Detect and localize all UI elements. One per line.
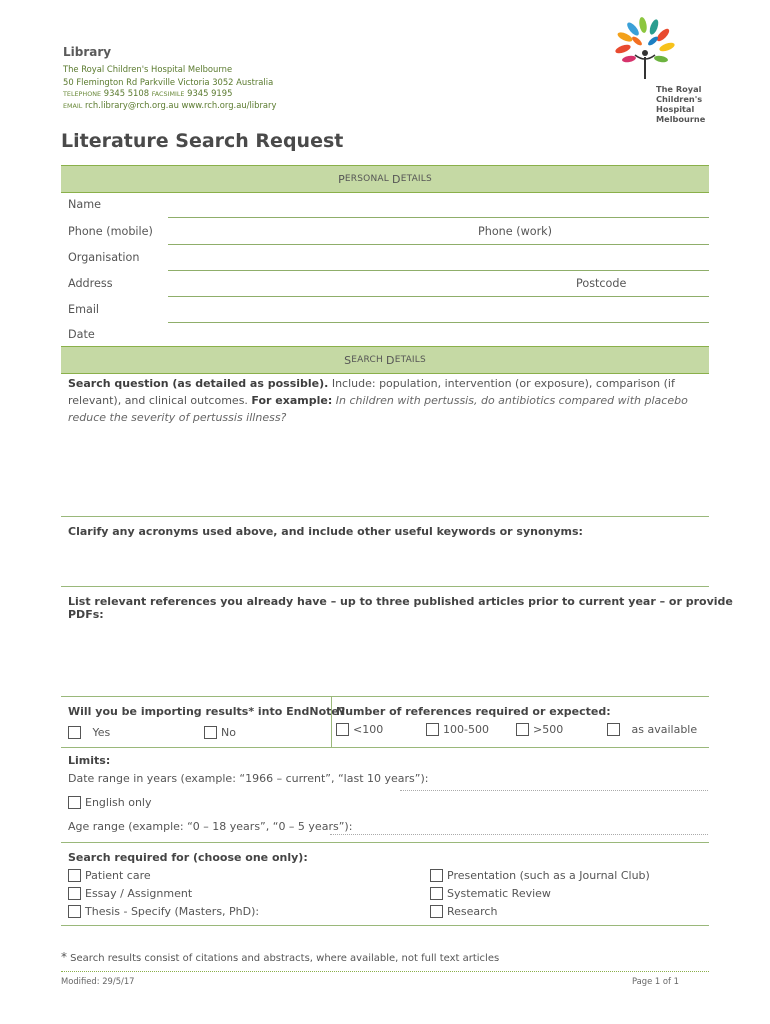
purpose-checkbox[interactable] [68, 869, 81, 882]
divider [61, 516, 709, 517]
yes-label: Yes [92, 726, 111, 739]
logo-line-3: Hospital [656, 104, 695, 114]
logo-line-4: Melbourne [656, 114, 706, 124]
band-rest: EARCH [351, 355, 383, 365]
search-question [68, 375, 708, 426]
endnote-question: Will you be importing results* into EndNote? [68, 705, 346, 718]
number-option[interactable] [426, 723, 489, 736]
email-label: EMAIL [63, 102, 83, 110]
purpose-checkbox[interactable] [430, 905, 443, 918]
band-cap: S [344, 353, 352, 367]
purpose-checkbox[interactable] [430, 887, 443, 900]
personal-details-band [61, 165, 709, 193]
phone-work-label: Phone (work) [478, 225, 553, 238]
divider [61, 696, 709, 697]
footnote-text: Search results consist of citations and abstracts, where available, not full text articles [67, 953, 500, 964]
purpose-option[interactable] [430, 905, 497, 918]
phone-mobile-label: Phone (mobile) [68, 225, 153, 238]
name-field[interactable] [168, 217, 709, 218]
footer-divider [61, 971, 709, 972]
number-option-label: >500 [533, 723, 564, 736]
phone-field[interactable] [168, 244, 709, 245]
number-option-label: <100 [353, 723, 384, 736]
search-question-text: Include: population, intervention (or exposure), comparison (if relevant), and clinical outcomes. [68, 377, 675, 407]
example-text: In children with pertussis, do antibiotics compared with placebo reduce the severity of pertussis illness? [68, 394, 688, 424]
page-number: Page 1 of 1 [632, 976, 679, 986]
number-checkbox[interactable] [426, 723, 439, 736]
library-title: Library [63, 45, 112, 59]
english-only-option[interactable] [68, 796, 151, 809]
number-option-label: as available [631, 723, 698, 736]
library-address: 50 Flemington Rd Parkville Victoria 3052 Australia [63, 77, 274, 87]
purpose-checkbox[interactable] [68, 887, 81, 900]
no-label: No [221, 726, 236, 739]
references-label: List relevant references you already have – up to three published articles prior to current year – or provide PDFs: [68, 595, 733, 621]
divider [61, 586, 709, 587]
band-rest: ERSONAL [344, 174, 389, 184]
number-option[interactable] [607, 723, 697, 736]
organisation-field[interactable] [168, 270, 709, 271]
number-checkbox[interactable] [607, 723, 620, 736]
band-cap-2: D [392, 172, 401, 186]
english-only-checkbox[interactable] [68, 796, 81, 809]
purpose-label: Presentation (such as a Journal Club) [447, 869, 650, 882]
telephone-line [63, 88, 232, 98]
number-option[interactable] [516, 723, 563, 736]
purpose-label: Systematic Review [447, 887, 551, 900]
limits-label: Limits: [68, 754, 111, 767]
organisation-label: Organisation [68, 251, 140, 264]
search-question-field[interactable] [68, 430, 708, 515]
endnote-no-option[interactable] [204, 726, 236, 739]
search-details-band [61, 346, 709, 374]
number-question: Number of references required or expected: [336, 705, 611, 718]
hospital-name: The Royal Children's Hospital Melbourne [63, 64, 233, 74]
purpose-option[interactable] [68, 869, 151, 882]
date-label: Date [68, 328, 95, 341]
yes-checkbox[interactable] [68, 726, 81, 739]
telephone-number: 9345 5108 [103, 88, 150, 98]
telephone-label: TELEPHONE [63, 90, 102, 98]
acronyms-label: Clarify any acronyms used above, and include other useful keywords or synonyms: [68, 525, 583, 538]
english-only-label: English only [85, 796, 152, 809]
address-label: Address [68, 277, 113, 290]
purpose-checkbox[interactable] [68, 905, 81, 918]
page-title: Literature Search Request [61, 130, 344, 152]
purpose-option[interactable] [68, 887, 192, 900]
logo-text [656, 84, 705, 124]
band-cap: P [338, 172, 345, 186]
number-checkbox[interactable] [516, 723, 529, 736]
purpose-label: Patient care [85, 869, 151, 882]
facsimile-number: 9345 9195 [187, 88, 233, 98]
email-web: rch.library@rch.org.au www.rch.org.au/library [85, 100, 277, 110]
no-checkbox[interactable] [204, 726, 217, 739]
purpose-checkbox[interactable] [430, 869, 443, 882]
number-option[interactable] [336, 723, 383, 736]
endnote-yes-option[interactable] [68, 726, 110, 739]
band-rest-2: ETAILS [394, 355, 426, 365]
divider [61, 747, 709, 748]
facsimile-label: FACSIMILE [151, 90, 185, 98]
age-range-field[interactable] [330, 834, 708, 835]
purpose-option[interactable] [68, 905, 259, 918]
band-cap-2: D [386, 353, 395, 367]
acronyms-field[interactable] [68, 545, 708, 585]
date-range-label: Date range in years (example: “1966 – current”, “last 10 years”): [68, 772, 429, 785]
band-rest-2: ETAILS [400, 174, 432, 184]
number-checkbox[interactable] [336, 723, 349, 736]
email-field[interactable] [168, 322, 709, 323]
divider [61, 925, 709, 926]
logo-line-2: Children's [656, 94, 703, 104]
postcode-label: Postcode [576, 277, 627, 290]
required-for-label: Search required for (choose one only): [68, 851, 308, 864]
footnote-star: * [61, 950, 67, 964]
date-range-field[interactable] [400, 790, 708, 791]
address-field[interactable] [168, 296, 709, 297]
purpose-label: Essay / Assignment [85, 887, 193, 900]
divider [61, 842, 709, 843]
email-label: Email [68, 303, 100, 316]
number-option-label: 100-500 [443, 723, 489, 736]
email-line [63, 100, 276, 110]
name-label: Name [68, 198, 102, 211]
purpose-label: Research [447, 905, 498, 918]
modified-date: Modified: 29/5/17 [61, 976, 135, 986]
example-label: For example: [251, 394, 333, 407]
purpose-label: Thesis - Specify (Masters, PhD): [85, 905, 260, 918]
logo-line-1: The Royal [656, 84, 702, 94]
footnote [61, 950, 499, 964]
purpose-option[interactable] [430, 869, 650, 882]
age-range-label: Age range (example: “0 – 18 years”, “0 – 5 years”): [68, 820, 353, 833]
purpose-option[interactable] [430, 887, 551, 900]
search-question-bold: Search question (as detailed as possible). [68, 377, 329, 390]
references-field[interactable] [68, 615, 708, 695]
